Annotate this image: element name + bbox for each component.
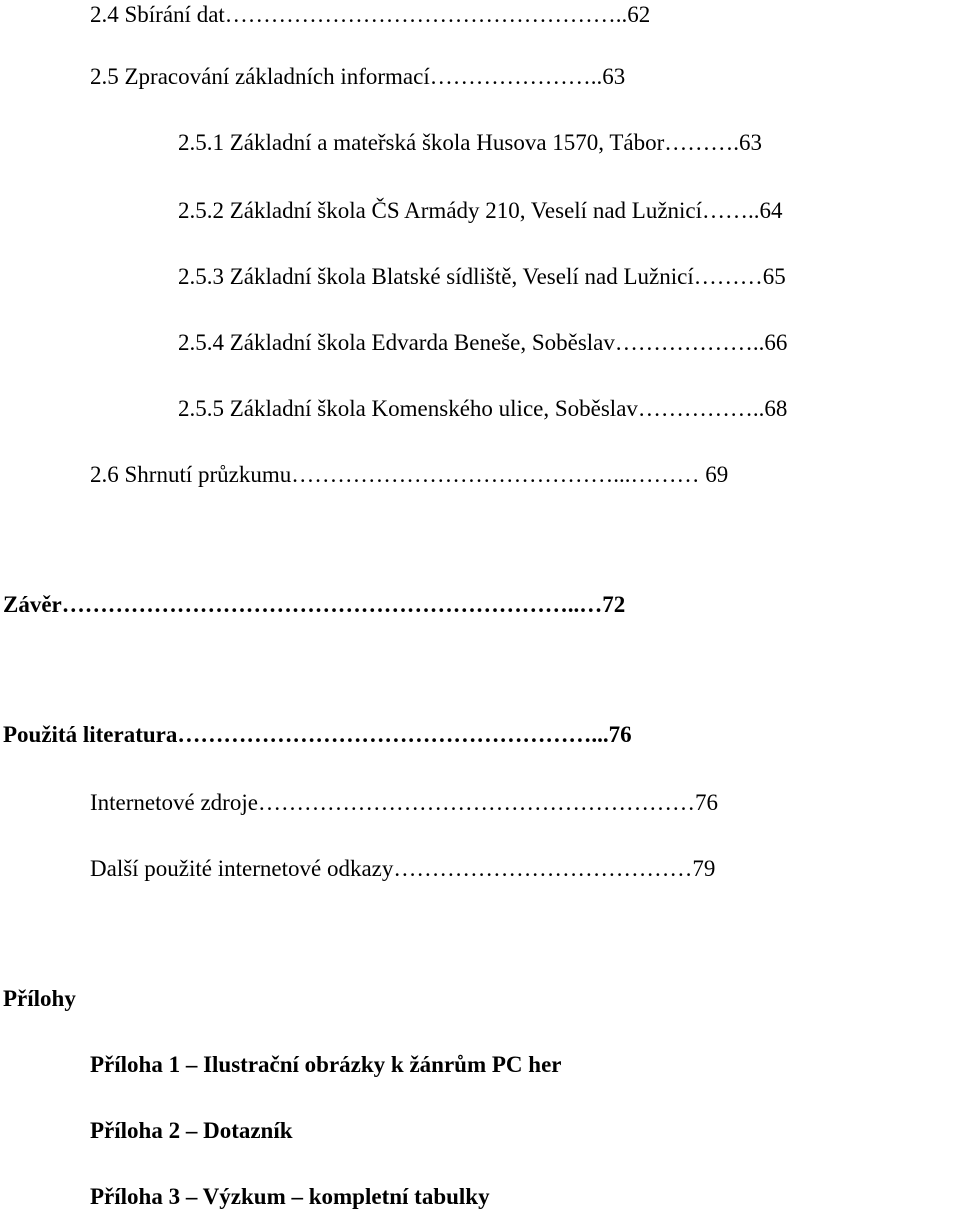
toc-line-zaver: Závěr…………………………………………………………..…72 xyxy=(3,592,626,617)
toc-line-2-6: 2.6 Shrnutí průzkumu……………………………………...……… 69 xyxy=(90,462,729,487)
toc-line-2-5-2: 2.5.2 Základní škola ČS Armády 210, Veselí nad Lužnicí……..64 xyxy=(178,198,783,223)
toc-line-dalsi-odkazy: Další použité internetové odkazy…………………………………79 xyxy=(90,856,716,881)
toc-line-2-5-4: 2.5.4 Základní škola Edvarda Beneše, Soběslav………………..66 xyxy=(178,330,788,355)
appendix-item-1: Příloha 1 – Ilustrační obrázky k žánrům PC her xyxy=(90,1052,562,1077)
toc-line-2-5-3: 2.5.3 Základní škola Blatské sídliště, Veselí nad Lužnicí………65 xyxy=(178,264,786,289)
toc-line-2-4: 2.4 Sbírání dat……………………………………………..62 xyxy=(90,2,651,27)
toc-line-2-5-1: 2.5.1 Základní a mateřská škola Husova 1570, Tábor……….63 xyxy=(178,130,763,155)
appendices-heading: Přílohy xyxy=(3,986,76,1011)
toc-line-pouzita-literatura: Použitá literatura………………………………………………...76 xyxy=(3,722,632,747)
toc-line-internetove-zdroje: Internetové zdroje…………………………………………………76 xyxy=(90,790,718,815)
appendix-item-2: Příloha 2 – Dotazník xyxy=(90,1118,293,1143)
toc-line-2-5-5: 2.5.5 Základní škola Komenského ulice, Soběslav……………..68 xyxy=(178,396,788,421)
appendix-item-3: Příloha 3 – Výzkum – kompletní tabulky xyxy=(90,1184,490,1209)
toc-line-2-5: 2.5 Zpracování základních informací…………………..63 xyxy=(90,64,626,89)
